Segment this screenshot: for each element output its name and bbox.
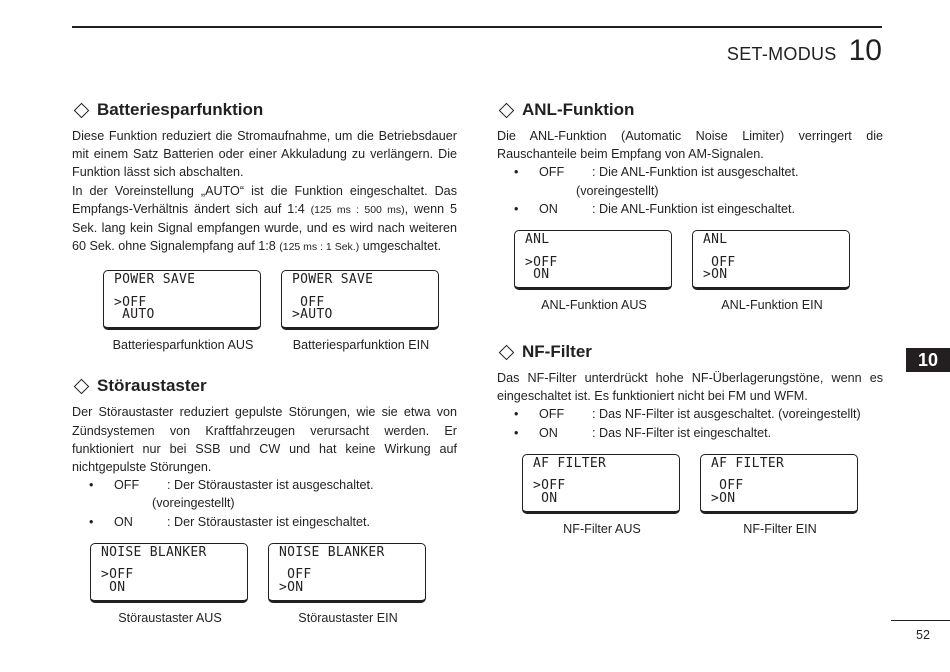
option-on: • ON : Der Störaustaster ist eingeschaltet. (89, 514, 370, 529)
lcd-display: NOISE BLANKER >OFF ON (90, 543, 248, 603)
diamond-icon (74, 379, 90, 395)
header-rule (72, 26, 882, 28)
lcd-figure-row (514, 230, 883, 312)
section-noise-blanker (72, 376, 457, 624)
chapter-label: SET-MODUS (726, 44, 837, 64)
left-column (72, 100, 457, 625)
section-nf-filter (497, 342, 883, 536)
lcd-display: ANL >OFF ON (514, 230, 672, 290)
lcd-caption: Batteriesparfunktion AUS (112, 338, 254, 353)
lcd-figure-row (522, 454, 883, 536)
paragraph: Die ANL-Funktion (Automatic Noise Limiter) verringert die Rauschanteile beim Empfang von AM-Signalen. (497, 129, 883, 162)
option-off: • OFF : Der Störaustaster ist ausgeschaltet. (89, 478, 374, 493)
lcd-figure-row (90, 543, 457, 625)
section-battery-save (72, 100, 457, 352)
lcd-caption: NF-Filter EIN (743, 521, 817, 536)
option-on: • ON : Das NF-Filter ist eingeschaltet. (514, 425, 772, 440)
lcd-figure (90, 543, 250, 625)
section-title: Batteriesparfunktion (72, 100, 457, 120)
right-column (497, 100, 883, 536)
section-title: ANL-Funktion (497, 100, 883, 120)
option-on: • ON : Die ANL-Funktion ist eingeschaltet. (514, 201, 796, 216)
option-off: • OFF : Das NF-Filter ist ausgeschaltet. (voreingestellt) (514, 407, 861, 422)
footer-rule (891, 620, 950, 621)
option-note: (voreingestellt) (576, 183, 659, 198)
chapter-number: 10 (848, 34, 882, 67)
section-title: NF-Filter (497, 342, 883, 362)
lcd-figure (268, 543, 428, 625)
lcd-figure (522, 454, 682, 536)
paragraph: Der Störaustaster reduziert gepulste Störungen, wie sie etwa von Zündsystemen von Kraftfahrzeugen verursacht werden. Er funktioniert nur bei SSB und CW und hat keine Wirkung auf nichtgepulste Störungen. (72, 405, 457, 475)
chapter-header (727, 34, 882, 68)
section-anl (497, 100, 883, 312)
lcd-display: AF FILTER >OFF ON (522, 454, 680, 514)
lcd-display: NOISE BLANKER OFF >ON (268, 543, 426, 603)
chapter-tab: 10 (906, 348, 950, 372)
page-number: 52 (916, 628, 931, 642)
lcd-caption: ANL-Funktion AUS (541, 298, 647, 313)
paragraph: Diese Funktion reduziert die Stromaufnahme, um die Betriebsdauer mit einem Satz Batterien oder einer Akkuladung zu verlängern. Die Funktion lässt sich abschalten. (72, 129, 457, 180)
option-off: • OFF : Die ANL-Funktion ist ausgeschaltet. (514, 165, 799, 180)
lcd-display: POWER SAVE OFF >AUTO (281, 270, 439, 330)
diamond-icon (499, 344, 515, 360)
lcd-figure (514, 230, 674, 312)
lcd-display: ANL OFF >ON (692, 230, 850, 290)
lcd-figure-row (103, 270, 457, 352)
lcd-figure (281, 270, 441, 352)
diamond-icon (74, 102, 90, 118)
diamond-icon (499, 102, 515, 118)
option-note: (voreingestellt) (152, 496, 235, 511)
lcd-caption: Störaustaster AUS (118, 610, 222, 625)
lcd-display: POWER SAVE >OFF AUTO (103, 270, 261, 330)
lcd-caption: Störaustaster EIN (298, 610, 398, 625)
lcd-caption: NF-Filter AUS (563, 521, 641, 536)
lcd-caption: ANL-Funktion EIN (721, 298, 823, 313)
section-title: Störaustaster (72, 376, 457, 396)
lcd-display: AF FILTER OFF >ON (700, 454, 858, 514)
paragraph: In der Voreinstellung „AUTO“ ist die Funktion eingeschaltet. Das Empfangs-Verhältnis ändert sich auf 1:4 (125 ms : 500 ms), wenn 5 Sek. lang kein Signal empfangen wurde, und es wird nach weiteren 60 Sek. ohne Signalempfang auf 1:8 (125 ms : 1 Sek.) umgeschaltet. (72, 183, 457, 254)
lcd-figure (103, 270, 263, 352)
paragraph: Das NF-Filter unterdrückt hohe NF-Überlagerungstöne, wenn es eingeschaltet ist. Es funktioniert nicht bei FM und WFM. (497, 371, 883, 404)
lcd-caption: Batteriesparfunktion EIN (292, 338, 430, 353)
lcd-figure (692, 230, 852, 312)
lcd-figure (700, 454, 860, 536)
